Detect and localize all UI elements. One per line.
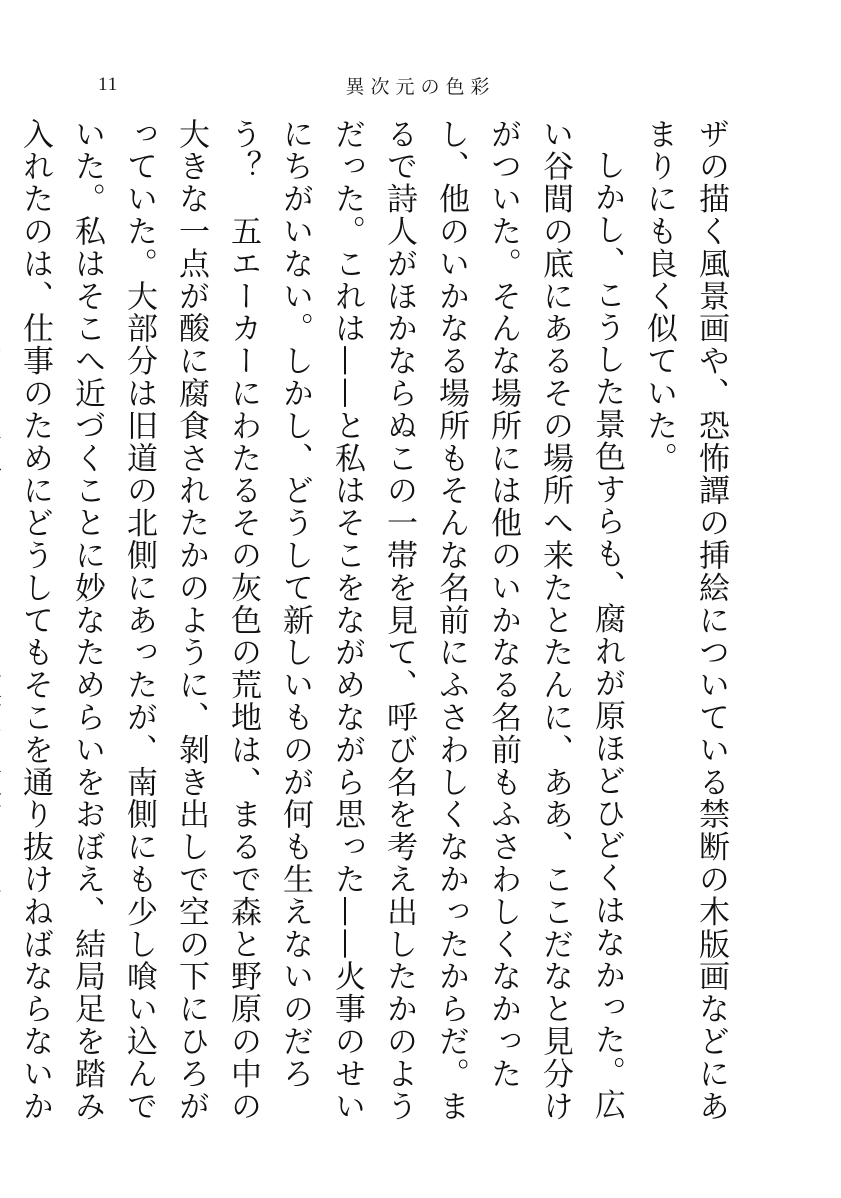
vertical-body-text [17, 118, 737, 1138]
running-title: 異次元の色彩 [345, 76, 496, 98]
paragraph-2: しかし、こうした景色すらも、腐れが原ほどひどくはなかった。広い谷間の底にあるその場所へ来たとたんに、ああ、ここだなと見分けがついた。そんな場所には他のいかなる名前もふさわしくなかったし、他のいかなる場所もそんな名前にふさわしくなかったからだ。まるで詩人がほかならぬこの一帯を見て、呼び名を考え出したかのようだった。これは——と私はそこをながめながら思った——火事のせいにちがいない。しかし、どうして新しいものが何も生えないのだろう？ 五エーカーにわたるその灰色の荒地は、まるで森と野原の中の大きな一点が酸に腐食されたかのように、剝き出しで空の下にひろがっていた。大部分は旧道の北側にあったが、南側にも少し喰い込んでいた。私はそこへ近づくことに妙なためらいをおぼえ、結局足を踏み入れたのは、仕事のためにどうしてもそこを通り抜けねばならないか [17, 118, 625, 1123]
page-number: 11 [98, 74, 119, 95]
paragraph-1: ザの描く風景画や、恐怖譚の挿絵についている禁断の木版画などにあまりにも良く似ていた。 [641, 118, 729, 1123]
